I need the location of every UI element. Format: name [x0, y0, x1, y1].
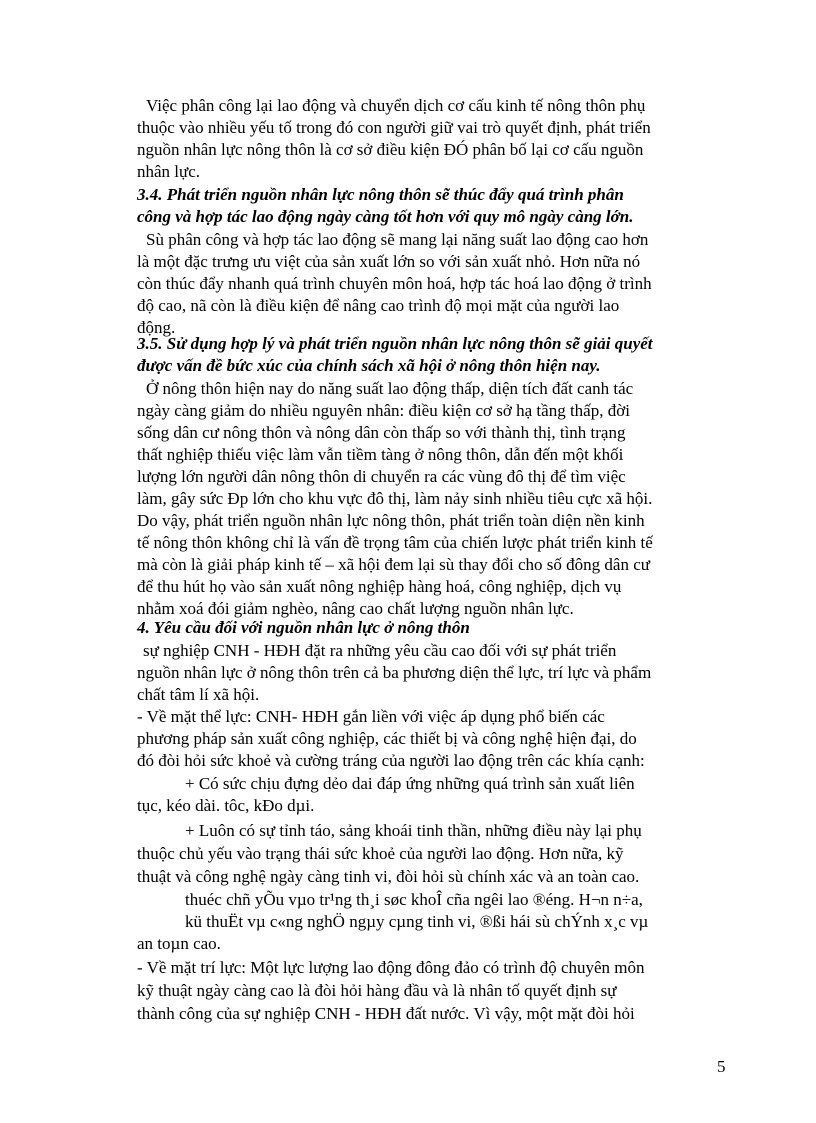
text-line: + Có sức chịu đựng dẻo dai đáp ứng những quá trình sản xuất liên [185, 774, 635, 793]
text-line: ngày càng giảm do nhiều nguyên nhân: điều kiện cơ sở hạ tầng thấp, đời [137, 401, 630, 420]
text-line: chất tâm lí xã hội. [137, 685, 260, 704]
text-line: Do vậy, phát triển nguồn nhân lực nông thôn, phát triển toàn diện nền kinh [137, 511, 645, 530]
text-line: Việc phân công lại lao động và chuyển dịch cơ cấu kinh tế nông thôn phụ [146, 96, 646, 115]
text-line: mà còn là giải pháp kinh tế – xã hội đem lại sù thay đổi cho số đông dân cư [137, 555, 650, 574]
text-line: nguồn nhân lực nông thôn là cơ sở điều kiện ĐÓ phân bố lại cơ cấu nguồn [137, 140, 644, 159]
text-line: là một đặc trưng ưu việt của sản xuất lớn so với sản xuất nhỏ. Hơn nữa nó [137, 252, 641, 271]
text-line: độ cao, nã còn là điều kiện để nâng cao trình độ mọi mặt của người lao [137, 296, 620, 315]
text-line: - Về mặt trí lực: Một lực lượng lao động đông đảo có trình độ chuyên môn [137, 958, 645, 977]
text-line: + Luôn có sự tỉnh táo, sảng khoái tinh thần, những điều này lại phụ [185, 821, 642, 840]
text-line: sống dân cư nông thôn và nông dân còn thấp so với thành thị, tình trạng [137, 423, 626, 442]
text-line: sự nghiệp CNH - HĐH đặt ra những yêu cầu cao đối với sự phát triển [143, 641, 617, 660]
text-line: phương pháp sản xuất công nghiệp, các thiết bị và công nghệ hiện đại, do [137, 729, 637, 748]
section-heading: được vấn đề bức xúc của chính sách xã hội ở nông thôn hiện nay. [137, 356, 601, 375]
text-line: tế nông thôn không chỉ là vấn đề trọng tâm của chiến lược phát triển kinh tế [137, 533, 653, 552]
text-line: động. [137, 318, 176, 337]
section-heading: 4. Yêu cầu đối với nguồn nhân lực ở nông thôn [137, 618, 470, 637]
text-line: nhân lực. [137, 162, 201, 181]
text-line: thất nghiệp thiếu việc làm vẫn tiềm tàng ở nông thôn, dẫn đến một khối [137, 445, 624, 464]
text-line: thuéc chñ yÕu vµo tr¹ng th¸i søc khoÎ cña ngêi lao ®éng. H¬n n÷a, [185, 890, 643, 909]
text-line: kỹ thuật ngày càng cao là đòi hỏi hàng đầu và là nhân tố quyết định sự [137, 981, 617, 1000]
text-line: nguồn nhân lực ở nông thôn trên cả ba phương diện thể lực, trí lực và phẩm [137, 663, 652, 682]
text-line: để thu hút họ vào sản xuất nông nghiệp hàng hoá, công nghiệp, dịch vụ [137, 577, 622, 596]
text-line: nhằm xoá đói giảm nghèo, nâng cao chất lượng nguồn nhân lực. [137, 599, 574, 618]
text-line: thành công của sự nghiệp CNH - HĐH đất nước. Vì vậy, một mặt đòi hỏi [137, 1004, 635, 1023]
section-heading: 3.4. Phát triển nguồn nhân lực nông thôn sẽ thúc đẩy quá trình phân [137, 185, 624, 204]
page-number: 5 [717, 1057, 726, 1076]
text-line: thuật và công nghệ ngày càng tinh vi, đòi hỏi sù chính xác và an toàn cao. [137, 867, 640, 886]
text-line: kü thuËt vµ c«ng nghÖ ngµy cµng tinh vi, ®ßi hái sù chÝnh x¸c vµ [185, 912, 649, 931]
text-line: lượng lớn người dân nông thôn di chuyển ra các vùng đô thị để tìm việc [137, 467, 626, 486]
section-heading: công và hợp tác lao động ngày càng tốt hơn với quy mô ngày càng lớn. [137, 207, 634, 226]
text-line: thuộc vào nhiều yếu tố trong đó con người giữ vai trò quyết định, phát triển [137, 118, 651, 137]
text-line: thuộc chủ yếu vào trạng thái sức khoẻ của người lao động. Hơn nữa, kỹ [137, 844, 624, 863]
text-line: Ở nông thôn hiện nay do năng suất lao động thấp, diện tích đất canh tác [146, 379, 634, 398]
text-line: đó đòi hỏi sức khoẻ và cường tráng của người lao động trên các khía cạnh: [137, 751, 645, 770]
text-line: an toµn cao. [137, 934, 221, 953]
text-line: Sù phân công và hợp tác lao động sẽ mang lại năng suất lao động cao hơn [146, 230, 649, 249]
text-line: còn thúc đẩy nhanh quá trình chuyên môn hoá, hợp tác hoá lao động ở trình [137, 274, 652, 293]
text-line: - Về mặt thể lực: CNH- HĐH gắn liền với việc áp dụng phổ biến các [137, 707, 605, 726]
section-heading: 3.5. Sử dụng hợp lý và phát triển nguồn nhân lực nông thôn sẽ giải quyết [137, 334, 653, 353]
text-line: làm, gây sức Ðp lớn cho khu vực đô thị, làm nảy sinh nhiều tiêu cực xã hội. [137, 489, 653, 508]
text-line: tục, kéo dài. tôc, kĐo dµi. [137, 796, 315, 815]
